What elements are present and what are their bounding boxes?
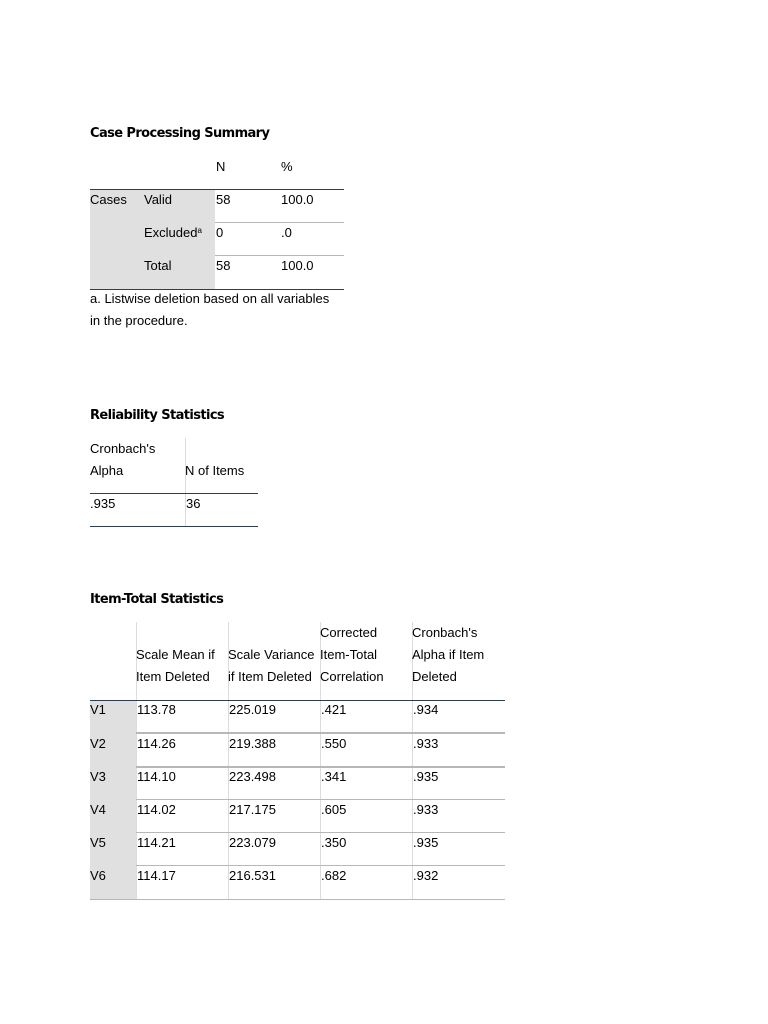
- row-label-total: Total: [144, 258, 172, 273]
- row-label-excluded: [144, 222, 202, 244]
- col-header-corrected-3: Correlation: [320, 669, 384, 684]
- cell-alpha-if-deleted: .935: [413, 769, 439, 784]
- cell-alpha-if-deleted: .934: [413, 702, 439, 717]
- cell-corrected-correlation: .605: [321, 802, 347, 817]
- cell-alpha-if-deleted: .932: [413, 868, 439, 883]
- col-header-percent: %: [281, 159, 293, 174]
- col-header-alpha-line1: Cronbach's: [90, 441, 156, 456]
- col-header-scale-variance-2: if Item Deleted: [228, 669, 312, 684]
- cell-scale-variance: 217.175: [229, 802, 276, 817]
- col-header-alpha-line2: Alpha: [90, 463, 124, 478]
- cell-n-items: 36: [186, 496, 201, 511]
- table-rule: [215, 255, 344, 256]
- col-header-alpha-deleted-3: Deleted: [412, 669, 457, 684]
- cell-scale-mean: 114.26: [137, 736, 176, 751]
- cell-alpha: .935: [90, 496, 116, 511]
- item-label: V3: [90, 769, 106, 784]
- cell-valid-pct: 100.0: [281, 192, 314, 207]
- cases-group-label: Cases: [90, 192, 127, 207]
- cell-excluded-n: 0: [216, 225, 224, 240]
- cell-alpha-if-deleted: .933: [413, 736, 439, 751]
- item-total-title: Item-Total Statistics: [90, 592, 224, 607]
- footnote-marker: a: [197, 226, 202, 235]
- col-header-alpha-deleted-1: Cronbach's: [412, 625, 478, 640]
- cell-alpha-if-deleted: .933: [413, 802, 439, 817]
- cell-scale-mean: 114.21: [137, 835, 176, 850]
- cell-scale-mean: 114.10: [137, 769, 176, 784]
- cell-scale-variance: 225.019: [229, 702, 276, 717]
- col-header-corrected-2: Item-Total: [320, 647, 378, 662]
- cell-scale-variance: 219.388: [229, 736, 276, 751]
- case-processing-title: Case Processing Summary: [90, 126, 270, 141]
- cell-corrected-correlation: .682: [321, 868, 347, 883]
- cell-corrected-correlation: .350: [321, 835, 347, 850]
- item-label: V6: [90, 868, 106, 883]
- cell-alpha-if-deleted: .935: [413, 835, 439, 850]
- item-label: V4: [90, 802, 106, 817]
- cell-scale-mean: 114.17: [137, 868, 176, 883]
- footnote-line-2: in the procedure.: [90, 313, 188, 328]
- cell-scale-mean: 114.02: [137, 802, 176, 817]
- col-header-alpha-deleted-2: Alpha if Item: [412, 647, 485, 662]
- table-rule: [215, 222, 344, 223]
- table-rule: [90, 899, 505, 900]
- reliability-title: Reliability Statistics: [90, 408, 225, 423]
- item-label: V5: [90, 835, 106, 850]
- cell-corrected-correlation: .550: [321, 736, 347, 751]
- footnote-line-1: a. Listwise deletion based on all variables: [90, 291, 330, 306]
- cell-excluded-pct: .0: [281, 225, 292, 240]
- cell-scale-mean: 113.78: [137, 702, 176, 717]
- col-header-scale-mean-2: Item Deleted: [136, 669, 210, 684]
- col-header-scale-variance-1: Scale Variance: [228, 647, 315, 662]
- cell-scale-variance: 223.498: [229, 769, 276, 784]
- cell-scale-variance: 223.079: [229, 835, 276, 850]
- row-label-valid: Valid: [144, 192, 172, 207]
- col-header-n: N: [216, 159, 226, 174]
- col-header-n-items: N of Items: [185, 463, 245, 478]
- cell-scale-variance: 216.531: [229, 868, 276, 883]
- cell-corrected-correlation: .421: [321, 702, 347, 717]
- cell-corrected-correlation: .341: [321, 769, 347, 784]
- table-rule: [90, 526, 258, 527]
- cell-valid-n: 58: [216, 192, 231, 207]
- col-header-scale-mean-1: Scale Mean if: [136, 647, 215, 662]
- col-header-corrected-1: Corrected: [320, 625, 378, 640]
- item-label: V1: [90, 702, 106, 717]
- cell-total-pct: 100.0: [281, 258, 314, 273]
- excluded-label-text: Excluded: [144, 225, 198, 240]
- cell-total-n: 58: [216, 258, 231, 273]
- item-label: V2: [90, 736, 106, 751]
